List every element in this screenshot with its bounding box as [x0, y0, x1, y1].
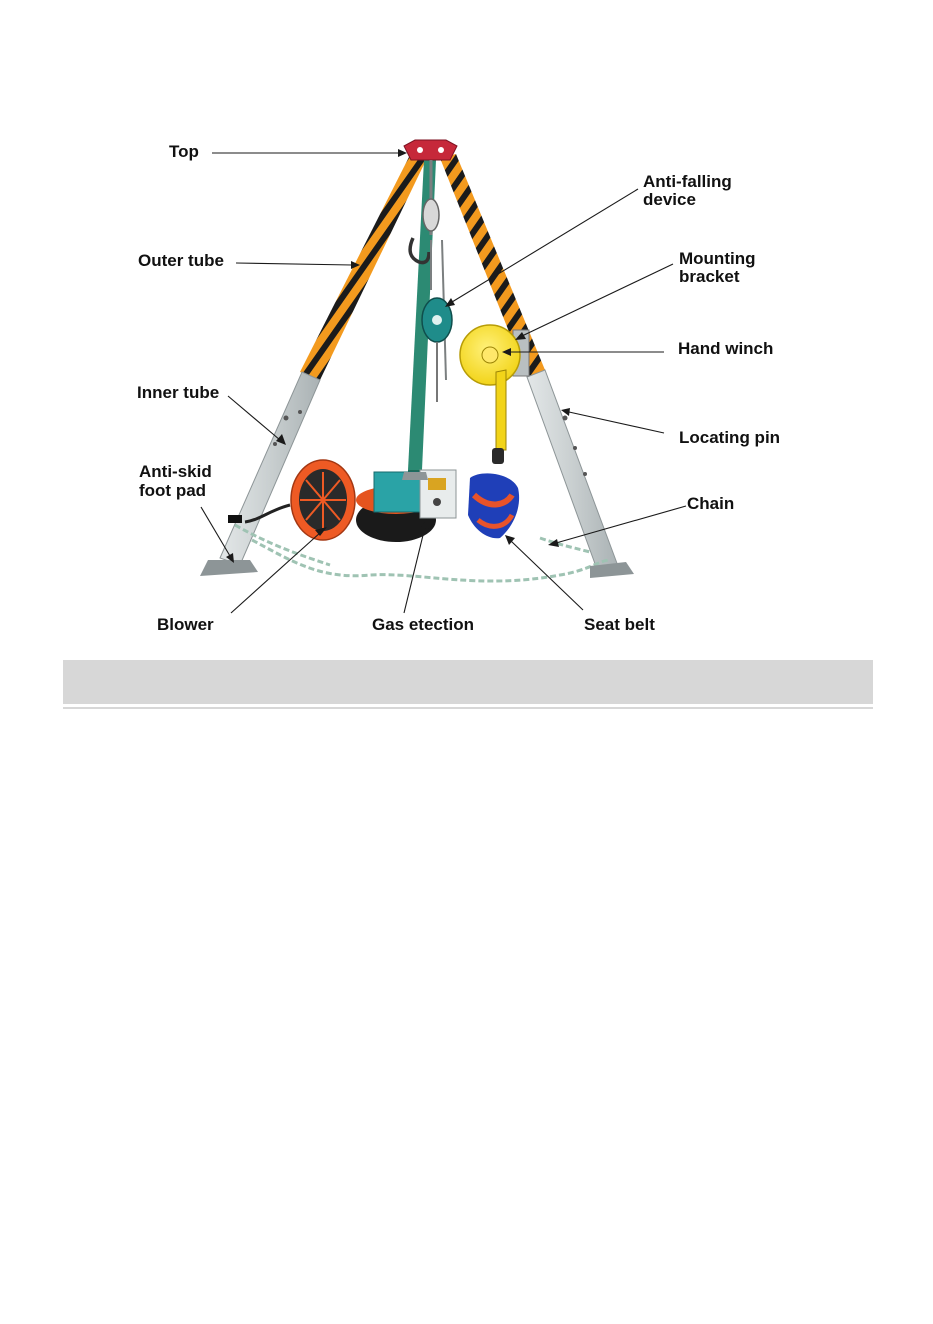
- tripod-diagram: [0, 0, 933, 660]
- blank-page-area: [0, 712, 933, 1324]
- leader-lines: [201, 149, 686, 613]
- label-mounting-line1: Mounting: [679, 249, 756, 268]
- label-seat-belt: Seat belt: [584, 615, 655, 634]
- tripod-illustration: [200, 140, 634, 581]
- label-locating-pin: Locating pin: [679, 428, 781, 447]
- section-header-bar: [63, 660, 873, 704]
- section-divider: [63, 707, 873, 709]
- label-anti-skid-line1: Anti-skid: [139, 462, 212, 481]
- seat-belt-art: [468, 473, 519, 538]
- label-outer-tube: Outer tube: [138, 251, 224, 270]
- label-anti-falling-line1: Anti-falling: [643, 172, 732, 191]
- label-inner-tube: Inner tube: [137, 383, 220, 402]
- label-anti-skid-line2: foot pad: [139, 481, 207, 500]
- label-blower: Blower: [157, 615, 214, 634]
- label-mounting-line2: bracket: [679, 267, 740, 286]
- hand-winch-art: [460, 325, 529, 464]
- label-chain: Chain: [687, 494, 735, 513]
- top-head: [404, 140, 457, 160]
- label-hand-winch: Hand winch: [678, 339, 774, 358]
- fan-icon: [300, 472, 346, 528]
- label-gas-detection: Gas etection: [372, 615, 475, 634]
- label-anti-falling-line2: device: [643, 190, 696, 209]
- label-top: Top: [169, 142, 199, 161]
